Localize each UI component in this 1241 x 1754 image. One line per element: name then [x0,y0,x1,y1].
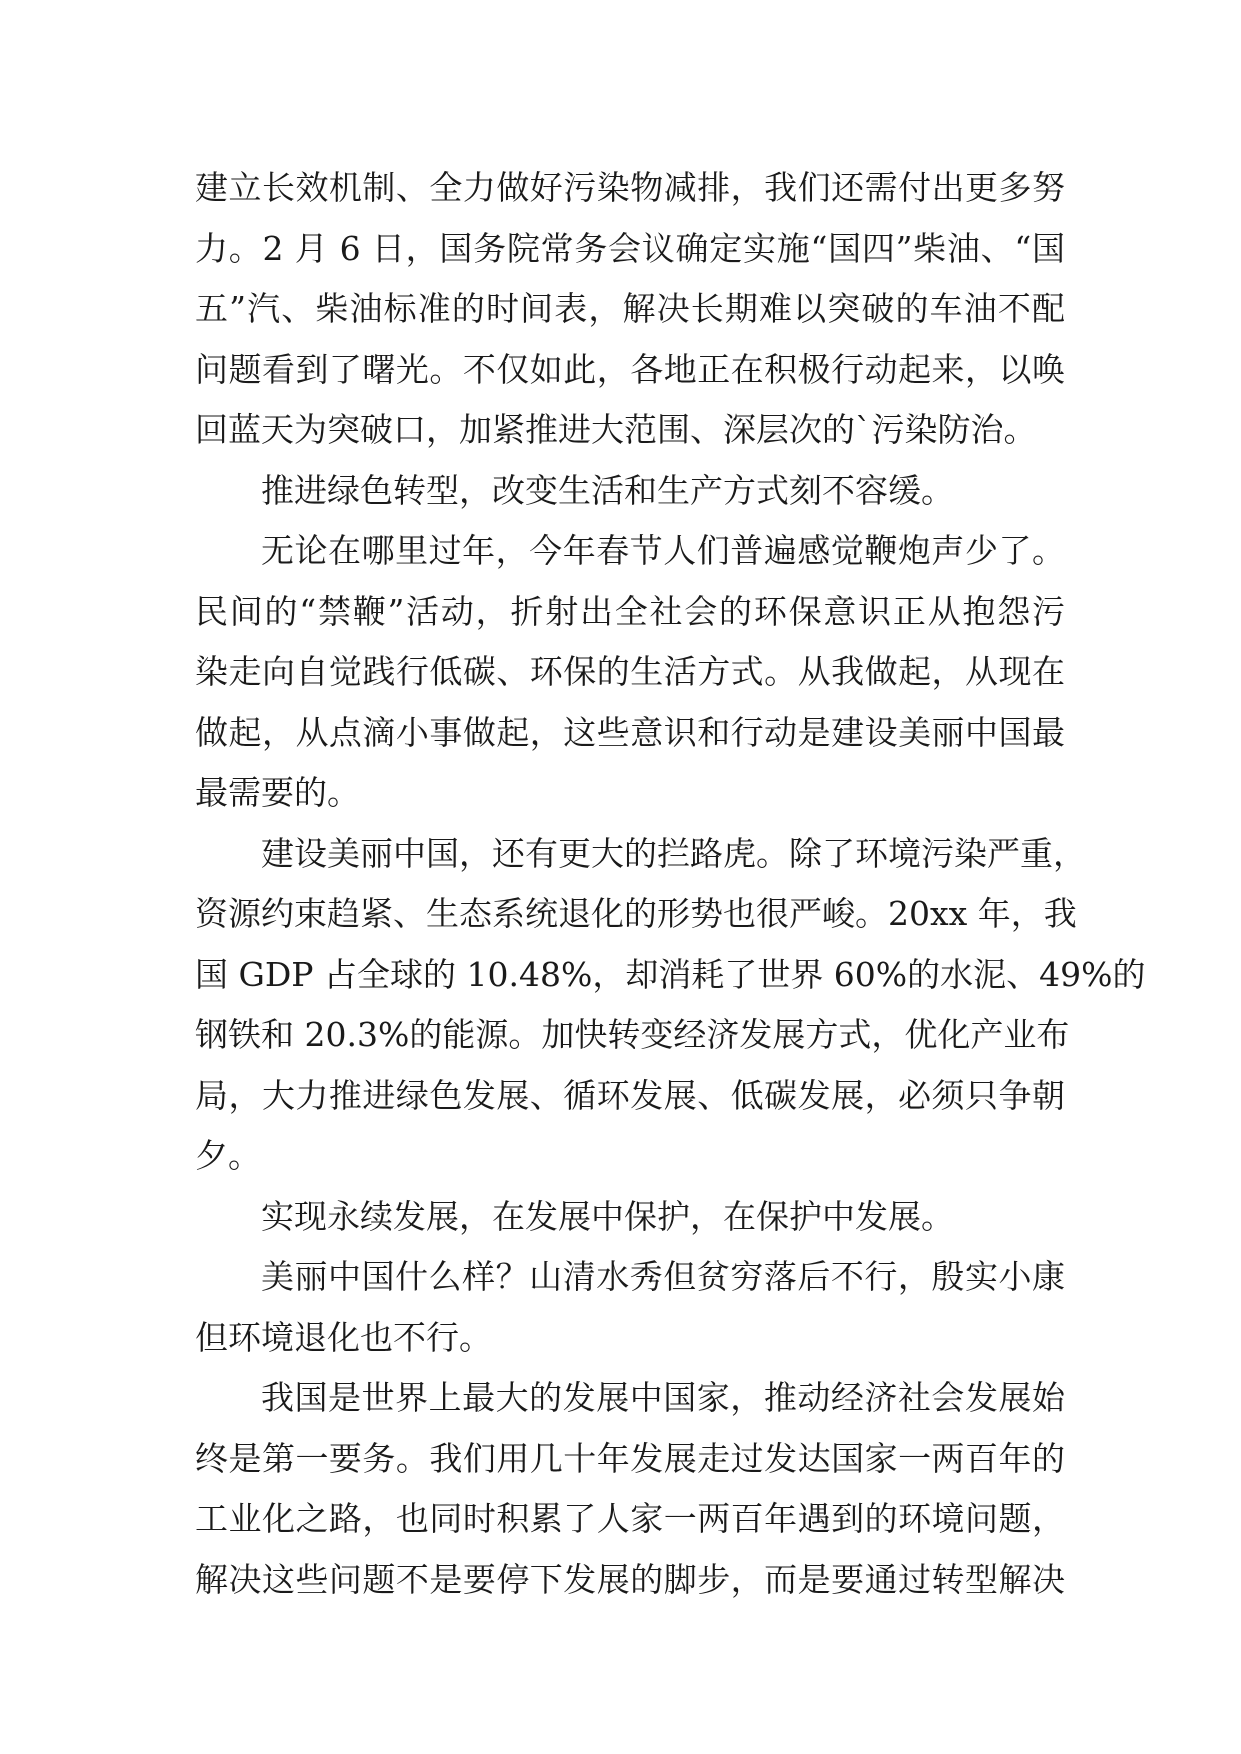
paragraph-heading-line: 推进绿色转型，改变生活和生产方式刻不容缓。 [261,470,954,510]
text-line: 问题看到了曙光。不仅如此，各地正在积极行动起来，以唤 [195,349,1065,389]
text-line: 民间的“禁鞭”活动，折射出全社会的环保意识正从抱怨污 [195,591,1065,631]
text-line: 建立长效机制、全力做好污染物减排，我们还需付出更多努 [195,168,1065,207]
text-line: 建设美丽中国，还有更大的拦路虎。除了环境污染严重， [261,833,1086,873]
paragraph-heading-line: 实现永续发展，在发展中保护，在保护中发展。 [261,1196,954,1236]
text-line: 回蓝天为突破口，加紧推进大范围、深层次的`污染防治。 [195,410,1037,449]
text-line: 解决这些问题不是要停下发展的脚步，而是要通过转型解决 [195,1559,1065,1599]
text-line: 工业化之路，也同时积累了人家一两百年遇到的环境问题， [195,1499,1065,1538]
text-line: 但环境退化也不行。 [195,1317,492,1357]
text-line: 做起，从点滴小事做起，这些意识和行动是建设美丽中国最 [195,712,1065,752]
text-line: 力。2 月 6 日，国务院常务会议确定实施“国四”柴油、“国 [195,228,1065,268]
text-line: 资源约束趋紧、生态系统退化的形势也很严峻。20xx 年，我 [195,894,1077,933]
text-line: 五”汽、柴油标准的时间表，解决长期难以突破的车油不配 [195,289,1065,328]
text-line: 终是第一要务。我们用几十年发展走过发达国家一两百年的 [195,1438,1065,1478]
text-line: 钢铁和 20.3%的能源。加快转变经济发展方式，优化产业布 [195,1015,1070,1054]
text-line: 最需要的。 [195,773,360,812]
text-line: 我国是世界上最大的发展中国家，推动经济社会发展始 [261,1378,1065,1417]
text-line: 夕。 [195,1136,261,1175]
document-body [195,158,1146,1610]
text-line: 美丽中国什么样？山清水秀但贫穷落后不行，殷实小康 [261,1257,1065,1296]
text-line: 国 GDP 占全球的 10.48%，却消耗了世界 60%的水泥、49%的 [195,954,1146,994]
text-line: 染走向自觉践行低碳、环保的生活方式。从我做起，从现在 [195,652,1065,691]
text-line: 局，大力推进绿色发展、循环发展、低碳发展，必须只争朝 [195,1075,1065,1115]
text-line: 无论在哪里过年，今年春节人们普遍感觉鞭炮声少了。 [261,531,1065,570]
